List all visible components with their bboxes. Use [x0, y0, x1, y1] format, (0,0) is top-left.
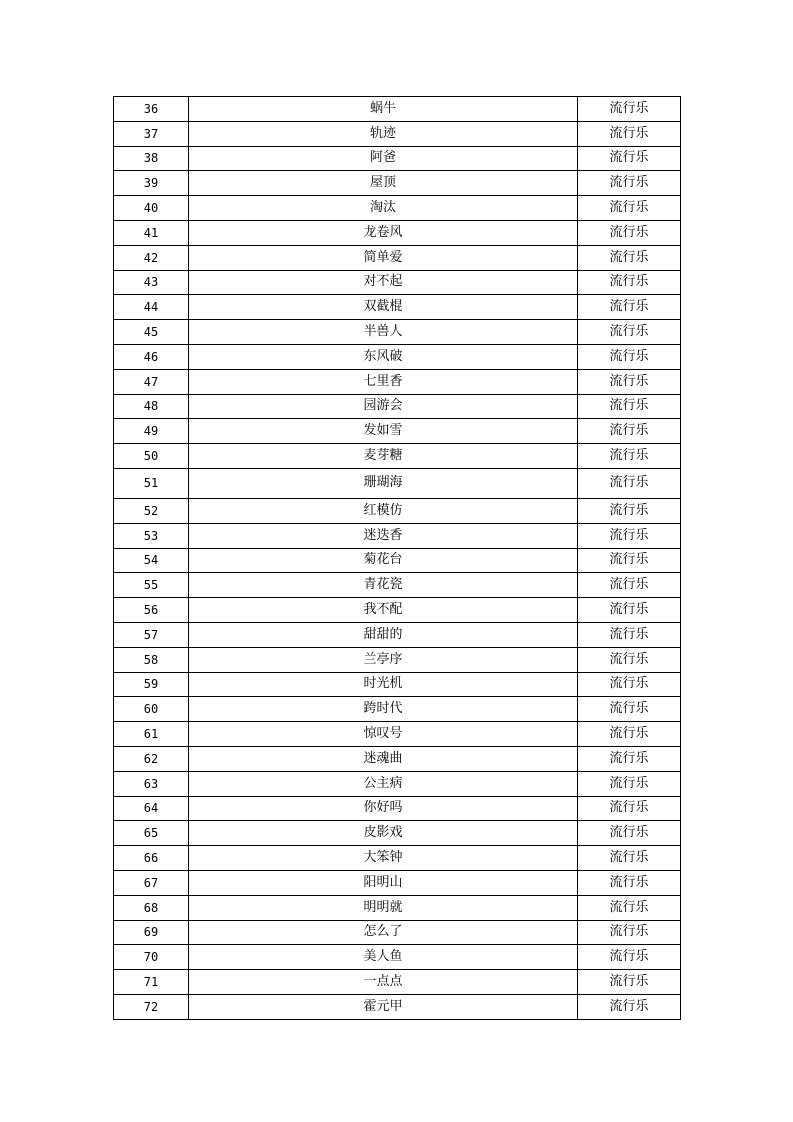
- row-number-cell: 58: [114, 647, 189, 672]
- table-row: [114, 270, 681, 295]
- song-title-cell: 七里香: [189, 369, 578, 394]
- song-title-cell: 大笨钟: [189, 846, 578, 871]
- row-number-cell: 70: [114, 945, 189, 970]
- song-title-cell: 麦芽糖: [189, 444, 578, 469]
- table-row: [114, 444, 681, 469]
- table-row: [114, 320, 681, 345]
- genre-cell: 流行乐: [578, 171, 681, 196]
- row-number-cell: 41: [114, 220, 189, 245]
- song-title-cell: 对不起: [189, 270, 578, 295]
- table-row: [114, 870, 681, 895]
- song-title-cell: 一点点: [189, 970, 578, 995]
- genre-cell: 流行乐: [578, 895, 681, 920]
- table-row: [114, 622, 681, 647]
- row-number-cell: 48: [114, 394, 189, 419]
- table-row: [114, 344, 681, 369]
- genre-cell: 流行乐: [578, 394, 681, 419]
- table-row: [114, 394, 681, 419]
- table-row: [114, 468, 681, 498]
- song-title-cell: 珊瑚海: [189, 468, 578, 498]
- genre-cell: 流行乐: [578, 994, 681, 1019]
- row-number-cell: 66: [114, 846, 189, 871]
- song-title-cell: 发如雪: [189, 419, 578, 444]
- row-number-cell: 38: [114, 146, 189, 171]
- genre-cell: 流行乐: [578, 523, 681, 548]
- row-number-cell: 47: [114, 369, 189, 394]
- genre-cell: 流行乐: [578, 220, 681, 245]
- genre-cell: 流行乐: [578, 146, 681, 171]
- song-title-cell: 红模仿: [189, 498, 578, 523]
- genre-cell: 流行乐: [578, 821, 681, 846]
- table-row: [114, 523, 681, 548]
- genre-cell: 流行乐: [578, 647, 681, 672]
- row-number-cell: 61: [114, 722, 189, 747]
- genre-cell: 流行乐: [578, 295, 681, 320]
- row-number-cell: 50: [114, 444, 189, 469]
- genre-cell: 流行乐: [578, 920, 681, 945]
- table-row: [114, 220, 681, 245]
- row-number-cell: 52: [114, 498, 189, 523]
- table-row: [114, 945, 681, 970]
- genre-cell: 流行乐: [578, 245, 681, 270]
- genre-cell: 流行乐: [578, 196, 681, 221]
- song-title-cell: 双截棍: [189, 295, 578, 320]
- genre-cell: 流行乐: [578, 598, 681, 623]
- genre-cell: 流行乐: [578, 444, 681, 469]
- table-row: [114, 994, 681, 1019]
- table-row: [114, 895, 681, 920]
- genre-cell: 流行乐: [578, 498, 681, 523]
- table-row: [114, 573, 681, 598]
- song-title-cell: 简单爱: [189, 245, 578, 270]
- song-title-cell: 美人鱼: [189, 945, 578, 970]
- genre-cell: 流行乐: [578, 722, 681, 747]
- song-title-cell: 蜗牛: [189, 97, 578, 122]
- genre-cell: 流行乐: [578, 320, 681, 345]
- genre-cell: 流行乐: [578, 796, 681, 821]
- song-title-cell: 龙卷风: [189, 220, 578, 245]
- song-title-cell: 甜甜的: [189, 622, 578, 647]
- genre-cell: 流行乐: [578, 945, 681, 970]
- table-row: [114, 97, 681, 122]
- row-number-cell: 68: [114, 895, 189, 920]
- song-title-cell: 屋顶: [189, 171, 578, 196]
- row-number-cell: 45: [114, 320, 189, 345]
- row-number-cell: 59: [114, 672, 189, 697]
- table-row: [114, 171, 681, 196]
- row-number-cell: 51: [114, 468, 189, 498]
- row-number-cell: 53: [114, 523, 189, 548]
- table-row: [114, 419, 681, 444]
- row-number-cell: 60: [114, 697, 189, 722]
- table-row: [114, 245, 681, 270]
- genre-cell: 流行乐: [578, 419, 681, 444]
- table-row: [114, 598, 681, 623]
- row-number-cell: 56: [114, 598, 189, 623]
- song-title-cell: 阿爸: [189, 146, 578, 171]
- song-title-cell: 青花瓷: [189, 573, 578, 598]
- song-title-cell: 轨迹: [189, 121, 578, 146]
- genre-cell: 流行乐: [578, 369, 681, 394]
- song-title-cell: 时光机: [189, 672, 578, 697]
- table-row: [114, 295, 681, 320]
- table-row: [114, 369, 681, 394]
- row-number-cell: 57: [114, 622, 189, 647]
- table-row: [114, 722, 681, 747]
- table-row: [114, 796, 681, 821]
- row-number-cell: 43: [114, 270, 189, 295]
- genre-cell: 流行乐: [578, 746, 681, 771]
- song-title-cell: 园游会: [189, 394, 578, 419]
- row-number-cell: 49: [114, 419, 189, 444]
- genre-cell: 流行乐: [578, 697, 681, 722]
- genre-cell: 流行乐: [578, 548, 681, 573]
- row-number-cell: 46: [114, 344, 189, 369]
- row-number-cell: 42: [114, 245, 189, 270]
- table-row: [114, 672, 681, 697]
- table-row: [114, 647, 681, 672]
- genre-cell: 流行乐: [578, 344, 681, 369]
- row-number-cell: 65: [114, 821, 189, 846]
- row-number-cell: 71: [114, 970, 189, 995]
- table-row: [114, 498, 681, 523]
- genre-cell: 流行乐: [578, 622, 681, 647]
- song-title-cell: 你好吗: [189, 796, 578, 821]
- genre-cell: 流行乐: [578, 121, 681, 146]
- row-number-cell: 72: [114, 994, 189, 1019]
- genre-cell: 流行乐: [578, 573, 681, 598]
- song-title-cell: 半兽人: [189, 320, 578, 345]
- table-row: [114, 920, 681, 945]
- table-row: [114, 697, 681, 722]
- song-title-cell: 明明就: [189, 895, 578, 920]
- song-title-cell: 皮影戏: [189, 821, 578, 846]
- table-row: [114, 846, 681, 871]
- song-title-cell: 阳明山: [189, 870, 578, 895]
- row-number-cell: 44: [114, 295, 189, 320]
- row-number-cell: 37: [114, 121, 189, 146]
- table-row: [114, 146, 681, 171]
- table-row: [114, 746, 681, 771]
- row-number-cell: 39: [114, 171, 189, 196]
- genre-cell: 流行乐: [578, 970, 681, 995]
- genre-cell: 流行乐: [578, 672, 681, 697]
- song-title-cell: 兰亭序: [189, 647, 578, 672]
- row-number-cell: 62: [114, 746, 189, 771]
- song-title-cell: 跨时代: [189, 697, 578, 722]
- genre-cell: 流行乐: [578, 97, 681, 122]
- song-title-cell: 菊花台: [189, 548, 578, 573]
- song-title-cell: 迷迭香: [189, 523, 578, 548]
- genre-cell: 流行乐: [578, 771, 681, 796]
- table-row: [114, 196, 681, 221]
- song-table: [113, 96, 681, 1020]
- row-number-cell: 40: [114, 196, 189, 221]
- song-title-cell: 霍元甲: [189, 994, 578, 1019]
- row-number-cell: 64: [114, 796, 189, 821]
- row-number-cell: 36: [114, 97, 189, 122]
- genre-cell: 流行乐: [578, 870, 681, 895]
- song-title-cell: 迷魂曲: [189, 746, 578, 771]
- genre-cell: 流行乐: [578, 846, 681, 871]
- table-row: [114, 548, 681, 573]
- song-table-body: [114, 97, 681, 1020]
- genre-cell: 流行乐: [578, 270, 681, 295]
- table-row: [114, 821, 681, 846]
- genre-cell: 流行乐: [578, 468, 681, 498]
- song-title-cell: 我不配: [189, 598, 578, 623]
- song-title-cell: 东风破: [189, 344, 578, 369]
- row-number-cell: 54: [114, 548, 189, 573]
- row-number-cell: 69: [114, 920, 189, 945]
- table-row: [114, 771, 681, 796]
- row-number-cell: 63: [114, 771, 189, 796]
- table-row: [114, 121, 681, 146]
- song-title-cell: 怎么了: [189, 920, 578, 945]
- table-row: [114, 970, 681, 995]
- song-title-cell: 淘汰: [189, 196, 578, 221]
- song-title-cell: 惊叹号: [189, 722, 578, 747]
- song-title-cell: 公主病: [189, 771, 578, 796]
- row-number-cell: 67: [114, 870, 189, 895]
- row-number-cell: 55: [114, 573, 189, 598]
